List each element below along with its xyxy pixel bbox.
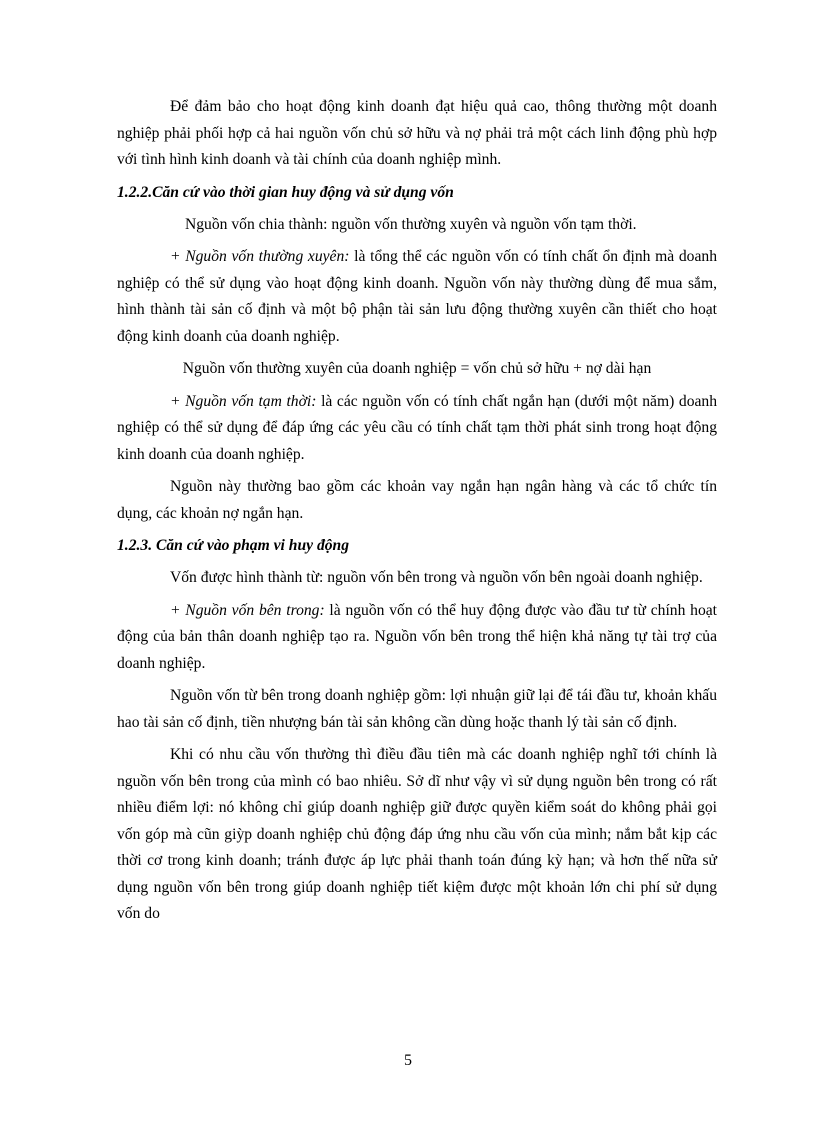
paragraph-short-term-loans: Nguồn này thường bao gồm các khoản vay ngắn hạn ngân hàng và các tổ chức tín dụng, các khoản nợ ngắn hạn. [117, 478, 717, 522]
term-internal-capital: + Nguồn vốn bên trong: [170, 601, 325, 619]
definition-permanent-capital: là tổng thể các nguồn vốn có tính chất ổn định mà doanh nghiệp có thể sử dụng vào hoạt động kinh doanh. Nguồn vốn này thường dùng để mua sắm, hình thành tài sản cố định và một bộ phận tài sản lưu động thường xuyên cần thiết cho hoạt động kinh doanh của doanh nghiệp. [117, 248, 717, 345]
paragraph-temporary-capital [117, 389, 717, 469]
paragraph-capital-sources: Vốn được hình thành từ: nguồn vốn bên trong và nguồn vốn bên ngoài doanh nghiệp. [170, 569, 703, 586]
page-body [117, 94, 717, 934]
section-heading-scope-basis: 1.2.3. Căn cứ vào phạm vi huy động [117, 537, 350, 554]
section-heading-time-basis: 1.2.2.Căn cứ vào thời gian huy động và sử dụng vốn [117, 183, 454, 201]
paragraph-internal-advantages: Khi có nhu cầu vốn thường thì điều đầu tiên mà các doanh nghiệp nghĩ tới chính là nguồn vốn bên trong của mình có bao nhiêu. Sở dĩ như vậy vì sử dụng nguồn bên trong có rất nhiều điểm lợi: nó không chỉ giúp doanh nghiệp giữ được quyền kiểm soát do không phải gọi vốn góp mà cũn giỳp doanh nghiệp chủ động đáp ứng nhu cầu vốn của mình; nắm bắt kịp các thời cơ trong kinh doanh; tránh được áp lực phải thanh toán đúng kỳ hạn; và hơn thế nữa sử dụng nguồn vốn bên trong giúp doanh nghiệp tiết kiệm được một khoản lớn chi phí sử dụng vốn do [117, 746, 717, 922]
definition-temporary-capital: là các nguồn vốn có tính chất ngắn hạn (dưới một năm) doanh nghiệp có thể sử dụng để đáp ứng các yêu cầu có tính chất tạm thời phát sinh trong hoạt động kinh doanh của doanh nghiệp. [117, 392, 718, 463]
definition-internal-capital: là nguồn vốn có thể huy động được vào đầu tư từ chính hoạt động của bản thân doanh nghiệp tạo ra. Nguồn vốn bên trong thể hiện khả năng tự tài trợ của doanh nghiệp. [117, 601, 718, 672]
paragraph-internal-capital [117, 598, 717, 678]
paragraph-permanent-capital [117, 244, 717, 350]
term-temporary-capital: + Nguồn vốn tạm thời: [170, 392, 317, 410]
term-permanent-capital: + Nguồn vốn thường xuyên: [170, 248, 350, 265]
paragraph-internal-components: Nguồn vốn từ bên trong doanh nghiệp gồm: lợi nhuận giữ lại để tái đầu tư, khoản khấu hao tài sản cố định, tiền nhượng bán tài sản không cần dùng hoặc thanh lý tài sản cố định. [117, 687, 717, 731]
page-number: 5 [404, 1052, 412, 1069]
paragraph-capital-classification: Nguồn vốn chia thành: nguồn vốn thường xuyên và nguồn vốn tạm thời. [185, 215, 637, 233]
paragraph-capital-coordination: Để đảm bảo cho hoạt động kinh doanh đạt hiệu quả cao, thông thường một doanh nghiệp phải phối hợp cả hai nguồn vốn chủ sở hữu và nợ phải trả một cách linh động phù hợp với tình hình kinh doanh và tài chính của doanh nghiệp mình. [117, 98, 717, 168]
formula-permanent-capital: Nguồn vốn thường xuyên của doanh nghiệp = vốn chủ sở hữu + nợ dài hạn [182, 360, 652, 377]
